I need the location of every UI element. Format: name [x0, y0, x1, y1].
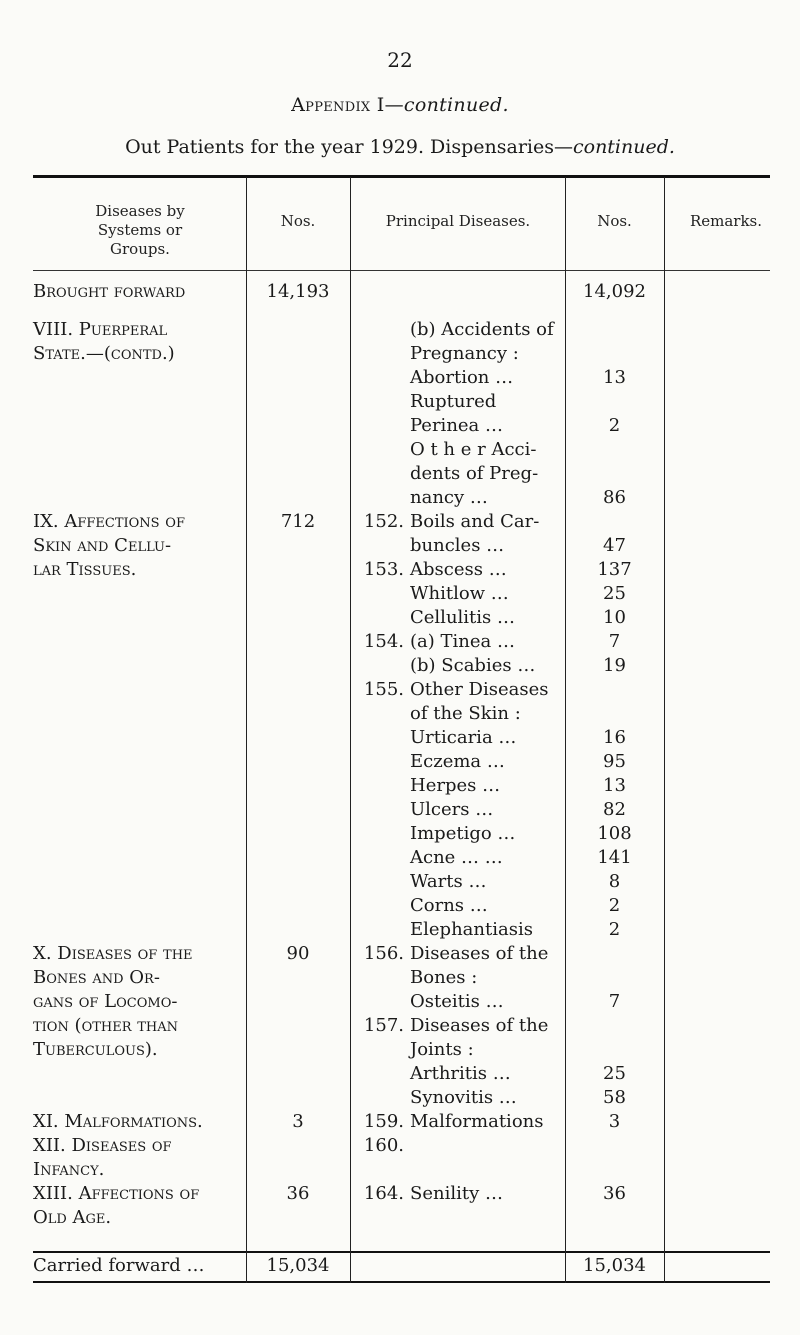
header-principal-diseases: Principal Diseases. [385, 212, 531, 230]
disease-name: Abortion … [410, 367, 514, 388]
carried-forward-label: Carried forward … [33, 1255, 205, 1276]
disease-count: 7 [608, 631, 621, 652]
disease-name: Synovitis … [410, 1087, 517, 1108]
table-row [0, 990, 800, 1014]
group-label: Tuberculous). [33, 1039, 158, 1060]
table-row [0, 1062, 800, 1086]
disease-number: 155. [363, 679, 404, 700]
disease-name: Abscess … [410, 559, 507, 580]
header-nos-1: Nos. [280, 212, 316, 230]
table-row [0, 702, 800, 726]
table-row [0, 558, 800, 582]
group-count: 712 [280, 511, 316, 532]
disease-name: Urticaria … [410, 727, 517, 748]
table-row [0, 894, 800, 918]
table-row [0, 438, 800, 462]
disease-count: 3 [608, 1111, 621, 1132]
disease-name: (a) Tinea … [410, 631, 515, 652]
table-row [0, 318, 800, 342]
group-label: X. Diseases of the [33, 943, 193, 964]
group-label: VIII. Puerperal [33, 319, 168, 340]
group-label: IX. Affections of [33, 511, 185, 532]
header-diseases-by-systems: Diseases by Systems or Groups. [95, 202, 185, 258]
table-row [0, 342, 800, 366]
disease-name: Perinea … [410, 415, 504, 436]
disease-number: 157. [363, 1015, 404, 1036]
disease-count: 2 [608, 415, 621, 436]
disease-name: Ulcers … [410, 799, 494, 820]
carried-forward-group-nos: 15,034 [266, 1255, 330, 1276]
disease-count: 13 [603, 775, 626, 796]
group-count: 14,193 [266, 281, 330, 302]
disease-name: Joints : [410, 1039, 474, 1060]
table-row [0, 366, 800, 390]
disease-name: dents of Preg- [410, 463, 539, 484]
disease-count: 137 [597, 559, 632, 580]
disease-number: 153. [363, 559, 404, 580]
table-row [0, 280, 800, 304]
table-row [0, 1038, 800, 1062]
disease-number: 152. [363, 511, 404, 532]
disease-name: Ruptured [410, 391, 497, 412]
table-row [0, 1086, 800, 1110]
disease-name: Whitlow … [410, 583, 509, 604]
table-row [0, 1158, 800, 1182]
table-row [0, 1110, 800, 1134]
table-row [0, 870, 800, 894]
disease-count: 25 [603, 583, 626, 604]
disease-count: 95 [603, 751, 626, 772]
table-row [0, 726, 800, 750]
disease-name: Corns … [410, 895, 488, 916]
disease-name: Pregnancy : [410, 343, 519, 364]
disease-count: 13 [603, 367, 626, 388]
footer-rule-top [33, 1251, 770, 1253]
appendix-continued: continued. [403, 94, 509, 116]
disease-name: Diseases of the [410, 1015, 549, 1036]
top-rule [33, 175, 770, 178]
disease-number: 164. [363, 1183, 404, 1204]
disease-name: of the Skin : [410, 703, 521, 724]
disease-name: nancy … [410, 487, 488, 508]
disease-count: 108 [597, 823, 632, 844]
header-rule [33, 270, 770, 271]
table-row [0, 678, 800, 702]
disease-name: Impetigo … [410, 823, 516, 844]
subtitle-text: Out Patients for the year 1929. Dispensaries— [125, 136, 573, 158]
disease-name: Herpes … [410, 775, 501, 796]
disease-count: 8 [608, 871, 621, 892]
disease-count: 82 [603, 799, 626, 820]
disease-name: Boils and Car- [410, 511, 540, 532]
table-row [0, 750, 800, 774]
table-row [0, 774, 800, 798]
disease-name: (b) Scabies … [410, 655, 536, 676]
disease-count: 2 [608, 895, 621, 916]
disease-name: Arthritis … [410, 1063, 511, 1084]
table-row [0, 654, 800, 678]
group-count: 36 [286, 1183, 310, 1204]
disease-name: Eczema … [410, 751, 505, 772]
disease-count: 141 [597, 847, 632, 868]
disease-count: 16 [603, 727, 626, 748]
table-row [0, 582, 800, 606]
table-row [0, 462, 800, 486]
group-label: lar Tissues. [33, 559, 137, 580]
group-count: 90 [286, 943, 310, 964]
disease-name: Warts … [410, 871, 487, 892]
disease-name: (b) Accidents of [410, 319, 554, 340]
disease-count: 86 [603, 487, 626, 508]
table-row [0, 1134, 800, 1158]
table-row [0, 486, 800, 510]
table-row [0, 390, 800, 414]
table-row [0, 942, 800, 966]
page-number: 22 [387, 48, 413, 72]
disease-number: 159. [363, 1111, 404, 1132]
disease-count: 47 [603, 535, 626, 556]
table-row [0, 966, 800, 990]
group-label: XII. Diseases of [33, 1135, 172, 1156]
disease-number: 156. [363, 943, 404, 964]
disease-name: buncles … [410, 535, 505, 556]
carried-forward-nos: 15,034 [583, 1255, 646, 1276]
carried-forward-row [0, 1254, 800, 1278]
table-row [0, 1182, 800, 1206]
footer-rule-bottom [33, 1281, 770, 1283]
disease-name: Cellulitis … [410, 607, 515, 628]
disease-name: Bones : [410, 967, 478, 988]
appendix-title [0, 94, 800, 116]
table-row [0, 918, 800, 942]
disease-number: 154. [363, 631, 404, 652]
group-label: Infancy. [33, 1159, 105, 1180]
table-row [0, 798, 800, 822]
disease-name: Other Diseases [410, 679, 549, 700]
table-row [0, 1206, 800, 1230]
table-row [0, 510, 800, 534]
disease-count: 25 [603, 1063, 626, 1084]
table-row [0, 846, 800, 870]
disease-count: 10 [603, 607, 626, 628]
disease-name: Diseases of the [410, 943, 549, 964]
disease-count: 58 [603, 1087, 626, 1108]
table-row [0, 630, 800, 654]
disease-name: Osteitis … [410, 991, 504, 1012]
group-label: XI. Malformations. [33, 1111, 203, 1132]
group-label: Skin and Cellu- [33, 535, 172, 556]
table-row [0, 822, 800, 846]
table-row [0, 414, 800, 438]
group-label: tion (other than [33, 1015, 179, 1036]
group-label: Bones and Or- [33, 967, 160, 988]
subtitle-continued: continued. [572, 136, 675, 158]
disease-name: Acne … … [410, 847, 503, 868]
disease-count: 14,092 [583, 281, 646, 302]
appendix-title-text: Appendix I— [291, 94, 404, 116]
disease-name: Elephantiasis [410, 919, 533, 940]
disease-count: 7 [608, 991, 621, 1012]
group-label: State.—(contd.) [33, 343, 175, 364]
table-row [0, 1014, 800, 1038]
group-label: gans of Locomo- [33, 991, 178, 1012]
group-count: 3 [292, 1111, 304, 1132]
header-nos-2: Nos. [597, 212, 632, 230]
disease-name: O t h e r Acci- [410, 439, 537, 460]
group-label: XIII. Affections of [33, 1183, 200, 1204]
group-label: Brought forward [33, 281, 186, 302]
table-subtitle [0, 136, 800, 158]
disease-name: Senility … [410, 1183, 503, 1204]
table-row [0, 534, 800, 558]
disease-name: Malformations [410, 1111, 544, 1132]
disease-count: 19 [603, 655, 626, 676]
disease-count: 2 [608, 919, 621, 940]
disease-number: 160. [363, 1135, 404, 1156]
disease-count: 36 [603, 1183, 626, 1204]
table-row [0, 606, 800, 630]
header-remarks: Remarks. [689, 212, 763, 230]
group-label: Old Age. [33, 1207, 112, 1228]
